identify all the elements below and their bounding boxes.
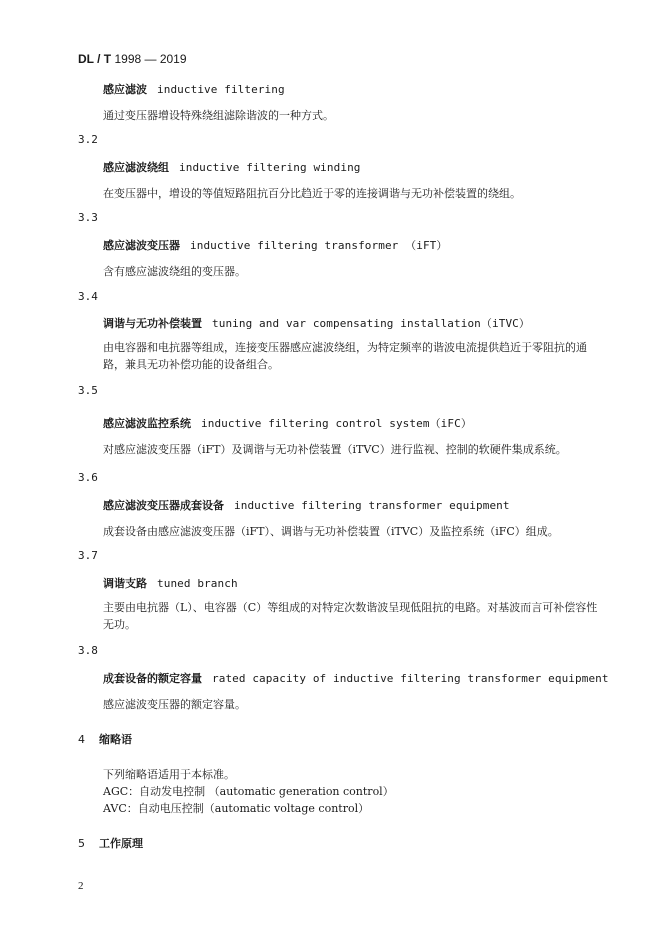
term-english: rated capacity of inductive filtering transformer equipment [212,672,609,685]
term-chinese: 调谐支路 [103,577,147,590]
clause-number-3-3: 3.3 [78,211,98,224]
term-english: inductive filtering winding [179,161,361,174]
term-3-2 [103,159,361,175]
definition-3-3: 含有感应滤波绕组的变压器。 [103,265,246,278]
page-number: 2 [78,880,84,892]
section-title: 缩略语 [99,733,132,746]
definition-3-5: 对感应滤波变压器（iFT）及调谐与无功补偿装置（iTVC）进行监视、控制的软硬件集成系统。 [103,443,567,456]
definition-3-7: 主要由电抗器（L）、电容器（C）等组成的对特定次数谐波呈现低阻抗的电路。对基波而言可补偿容性无功。 [103,601,598,631]
clause-number-3-2: 3.2 [78,133,98,146]
section-title: 工作原理 [99,837,143,850]
term-english: inductive filtering [157,83,285,96]
term-3-5 [103,415,472,431]
term-english: tuning and var compensating installation（iTVC） [212,317,530,330]
document-header [78,52,187,66]
section-4-intro: 下列缩略语适用于本标准。 [103,768,235,781]
clause-number-3-4: 3.4 [78,290,98,303]
definition-3-6: 成套设备由感应滤波变压器（iFT）、调谐与无功补偿装置（iTVC）及监控系统（iFC）组成。 [103,525,559,538]
term-3-1 [103,81,285,97]
clause-number-3-7: 3.7 [78,549,98,562]
section-number: 5 [78,837,85,850]
abbreviation-agc: AGC：自动发电控制 （automatic generation control） [103,785,394,798]
term-chinese: 感应滤波绕组 [103,161,169,174]
term-chinese: 调谐与无功补偿装置 [103,317,202,330]
abbreviation-avc: AVC：自动电压控制（automatic voltage control） [103,802,370,815]
term-english: tuned branch [157,577,238,590]
term-chinese: 感应滤波监控系统 [103,417,191,430]
definition-3-4: 由电容器和电抗器等组成，连接变压器感应滤波绕组，为特定频率的谐波电流提供趋近于零阻抗的通路，兼具无功补偿功能的设备组合。 [103,341,587,371]
term-english: inductive filtering control system（iFC） [201,417,472,430]
section-5-heading [78,835,143,851]
standard-code: DL / T [78,52,112,66]
definition-3-2: 在变压器中，增设的等值短路阻抗百分比趋近于零的连接调谐与无功补偿装置的绕组。 [103,187,521,200]
definition-3-1: 通过变压器增设特殊绕组滤除谐波的一种方式。 [103,109,334,122]
term-chinese: 成套设备的额定容量 [103,672,202,685]
clause-number-3-5: 3.5 [78,384,98,397]
term-english: inductive filtering transformer （iFT） [190,239,448,252]
term-chinese: 感应滤波变压器成套设备 [103,499,224,512]
standard-year: 1998 — 2019 [114,52,187,66]
clause-number-3-8: 3.8 [78,644,98,657]
term-3-8 [103,670,609,686]
clause-number-3-6: 3.6 [78,471,98,484]
section-number: 4 [78,733,85,746]
term-chinese: 感应滤波 [103,83,147,96]
section-4-heading [78,731,132,747]
term-english: inductive filtering transformer equipment [234,499,510,512]
term-3-4 [103,315,530,331]
definition-3-8: 感应滤波变压器的额定容量。 [103,698,246,711]
term-3-6 [103,497,510,513]
term-3-3 [103,237,448,253]
term-3-7 [103,575,238,591]
term-chinese: 感应滤波变压器 [103,239,180,252]
